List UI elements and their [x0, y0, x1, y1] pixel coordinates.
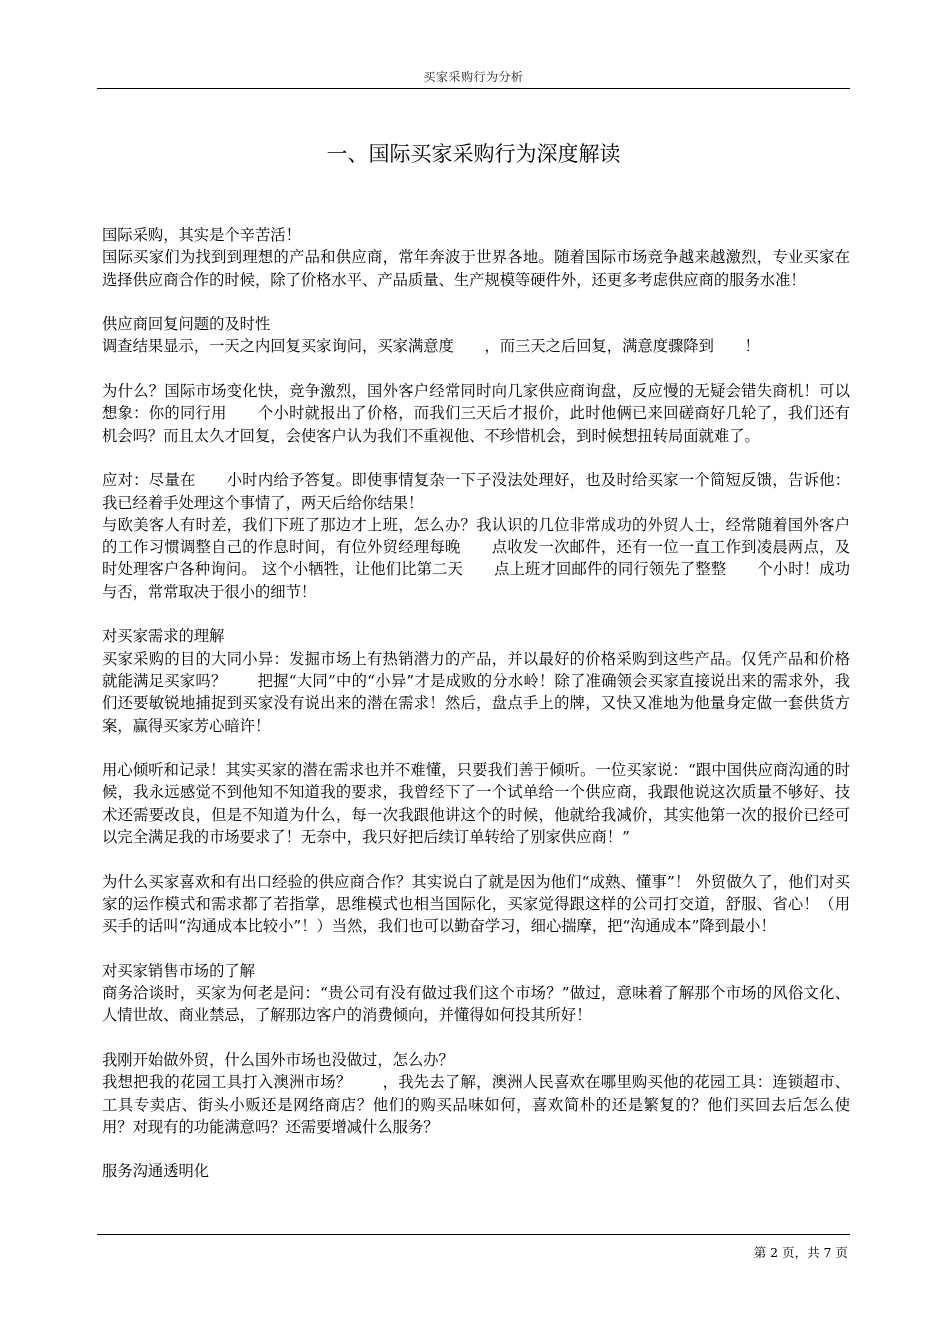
paragraph: 调查结果显示，一天之内回复买家询问，买家满意度 ，而三天之后回复，满意度骤降到 ！	[102, 337, 760, 356]
paragraph: 国际买家们为找到到理想的产品和供应商，常年奔波于世界各地。随着国际市场竞争越来越激烈，专业买家在选择供应商合作的时候，除了价格水平、产品质量、生产规模等硬件外，还更多考虑供应商的服务水准！	[102, 248, 850, 289]
paragraph: 与欧美客人有时差，我们下班了那边才上班，怎么办？我认识的几位非常成功的外贸人士，经常随着国外客户的工作习惯调整自己的作息时间，有位外贸经理每晚 点收发一次邮件，还有一位一直工作到凌晨两点，及时处理客户各种询问。 这个小牺牲，让他们比第二天 点上班才回邮件的同行领先了整整 个小时！成功与否，常常取决于很小的细节！	[102, 515, 850, 601]
paragraph-gap	[102, 1138, 850, 1160]
paragraph: 我想把我的花园工具打入澳洲市场？ ，我先去了解，澳洲人民喜欢在哪里购买他的花园工具：连锁超市、工具专卖店、街头小贩还是网络商店？他们的购买品味如何，喜欢简朴的还是繁复的？他们买回去后怎么使用？对现有的功能满意吗？还需要增减什么服务？	[102, 1073, 850, 1136]
footer-divider	[97, 1234, 850, 1235]
paragraph: 商务洽谈时，买家为何老是问：“贵公司有没有做过我们这个市场？”做过，意味着了解那个市场的风俗文化、人情世故、商业禁忌，了解那边客户的消费倾向，并懂得如何投其所好！	[102, 984, 850, 1025]
paragraph: 国际采购，其实是个辛苦活！	[102, 226, 301, 244]
paragraph-gap	[102, 737, 850, 759]
paragraph-gap	[102, 358, 850, 380]
paragraph: 为什么买家喜欢和有出口经验的供应商合作？其实说白了就是因为他们“成熟、懂事”！ 外贸做久了，他们对买家的运作模式和需求都了若指掌，思维模式也相当国际化，买家觉得跟这样的公司打交道，舒服、省心！（用买手的话叫“沟通成本比较小”！）当然，我们也可以勤奋学习，细心揣摩，把“沟通成本”降到最小！	[102, 872, 850, 936]
paragraph: 对买家销售市场的了解	[102, 961, 255, 980]
paragraph-gap	[102, 447, 850, 469]
paragraph-gap	[102, 938, 850, 960]
document-body	[102, 224, 881, 1183]
paragraph: 买家采购的目的大同小异：发掘市场上有热销潜力的产品，并以最好的价格采购到这些产品。仅凭产品和价格 就能满足买家吗？ 把握“大同”中的“小异”才是成败的分水岭！除了准确领会买家直接说出来的需求外，我们还要敏锐地捕捉到买家没有说出来的潜在需求！然后，盘点手上的牌，又快又准地为他量身定做一套供货方案，赢得买家芳心暗许！	[102, 649, 881, 735]
paragraph-gap	[102, 291, 850, 313]
paragraph: 用心倾听和记录！其实买家的潜在需求也并不难懂，只要我们善于倾听。一位买家说：“跟中国供应商沟通的时候，我永远感觉不到他知不知道我的要求，我曾经下了一个试单给一个供应商，我跟他说这次质量不够好、技术还需要改良，但是不知道为什么，每一次我跟他讲这个的时候，他就给我减价，其实他第一次的报价已经可以完全满足我的市场要求了！无奈中，我只好把后续订单转给了别家供应商！”	[102, 761, 850, 847]
paragraph: 供应商回复问题的及时性	[102, 315, 271, 334]
paragraph: 为什么？国际市场变化快，竞争激烈，国外客户经常同时向几家供应商询盘，反应慢的无疑会错失商机！可以想象：你的同行用 个小时就报出了价格，而我们三天后才报价，此时他俩已来回磋商好几轮了，我们还有机会吗？而且太久才回复，会使客户认为我们不重视他、不珍惜机会，到时候想扭转局面就难了。	[102, 382, 850, 445]
paragraph: 对买家需求的理解	[102, 627, 225, 646]
paragraph: 服务沟通透明化	[102, 1162, 210, 1181]
paragraph-gap	[102, 848, 850, 870]
paragraph-gap	[102, 603, 850, 625]
paragraph: 我刚开始做外贸，什么国外市场也没做过，怎么办？	[102, 1050, 454, 1069]
running-header: 买家采购行为分析	[423, 70, 524, 84]
header-divider	[97, 88, 850, 89]
paragraph: 应对：尽量在 小时内给予答复。即使事情复杂一下子没法处理好，也及时给买家一个简短反馈，告诉他：我已经着手处理这个事情了，两天后给你结果！	[102, 471, 850, 512]
paragraph-gap	[102, 1027, 850, 1049]
page-number: 第 2 页，共 7 页	[753, 1245, 848, 1260]
section-title: 一、国际买家采购行为深度解读	[326, 142, 621, 166]
